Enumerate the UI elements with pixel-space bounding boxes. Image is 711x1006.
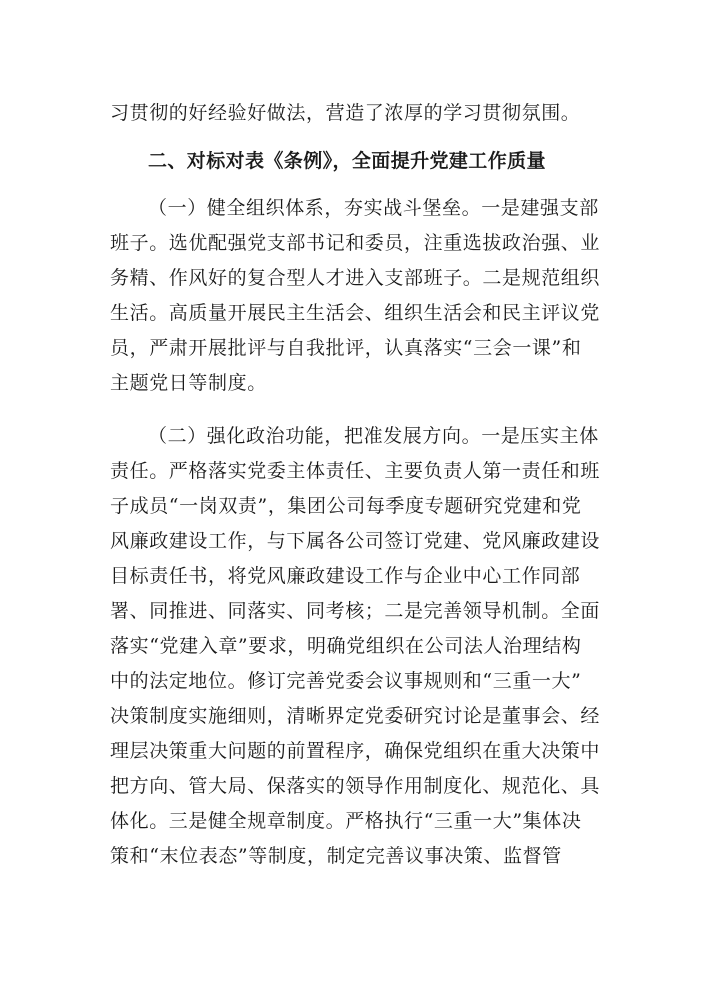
paragraph-line: 署、同推进、同落实、同考核；二是完善领导机制。全面: [110, 600, 601, 622]
paragraph-line: 决策制度实施细则，清晰界定党委研究讨论是董事会、经: [110, 705, 601, 727]
paragraph-line: 员，严肃开展批评与自我批评，认真落实“三会一课”和: [110, 337, 582, 359]
paragraph-line: 务精、作风好的复合型人才进入支部班子。二是规范组织: [110, 267, 601, 289]
paragraph-line: 生活。高质量开展民主生活会、组织生活会和民主评议党: [110, 302, 601, 324]
paragraph-line: （一）健全组织体系，夯实战斗堡垒。一是建强支部: [148, 197, 599, 219]
section-heading: 二、对标对表《条例》，全面提升党建工作质量: [148, 150, 546, 172]
paragraph-line: 理层决策重大问题的前置程序，确保党组织在重大决策中: [110, 740, 601, 762]
paragraph-line: 子成员“一岗双责”，集团公司每季度专题研究党建和党: [110, 495, 582, 517]
paragraph-line: 习贯彻的好经验好做法，营造了浓厚的学习贯彻氛围。: [110, 102, 581, 124]
paragraph-line: 策和“末位表态”等制度，制定完善议事决策、监督管: [110, 845, 562, 867]
paragraph-line: 中的法定地位。修订完善党委会议事规则和“三重一大”: [110, 670, 582, 692]
paragraph-line: （二）强化政治功能，把准发展方向。一是压实主体: [148, 425, 599, 447]
paragraph-line: 风廉政建设工作，与下属各公司签订党建、党风廉政建设: [110, 530, 601, 552]
paragraph-line: 目标责任书，将党风廉政建设工作与企业中心工作同部: [110, 565, 581, 587]
paragraph-line: 体化。三是健全规章制度。严格执行“三重一大”集体决: [110, 810, 582, 832]
paragraph-line: 责任。严格落实党委主体责任、主要负责人第一责任和班: [110, 460, 601, 482]
paragraph-line: 主题党日等制度。: [110, 372, 267, 394]
paragraph-line: 落实“党建入章”要求，明确党组织在公司法人治理结构: [110, 635, 582, 657]
paragraph-line: 班子。选优配强党支部书记和委员，注重选拔政治强、业: [110, 232, 601, 254]
paragraph-line: 把方向、管大局、保落实的领导作用制度化、规范化、具: [110, 775, 601, 797]
